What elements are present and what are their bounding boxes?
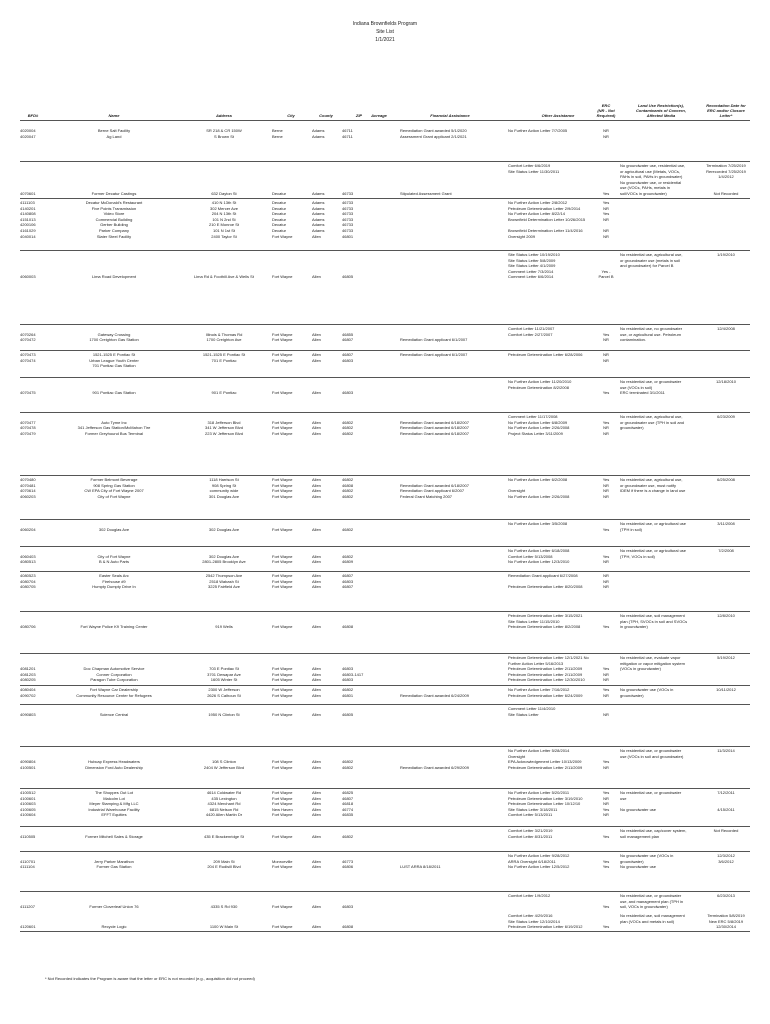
cell-other: Comment Letter 11/17/2008 No Further Action Letter 6/8/2009 No Further Action Letter 2/26/2008 Project Status Letter 3/11/2009 — [508, 414, 570, 436]
cell-address: 901 E Pontiac — [211, 390, 237, 396]
row-rule — [20, 685, 750, 686]
cell-name: 302 Douglas Ave — [98, 526, 130, 532]
cell-county: Allen — [312, 833, 321, 839]
cell-county: Allen Allen — [312, 858, 321, 870]
cell-erc: NR — [603, 711, 609, 717]
cell-bfdn: 4070477 4070478 4070479 — [20, 419, 36, 436]
cell-date: 12/18/2010 — [715, 379, 737, 384]
row-rule — [20, 350, 750, 351]
column-header-name: Name — [108, 113, 120, 118]
cell-city: Fort Wayne Fort Wayne — [272, 352, 293, 363]
cell-name: Hubcap Express Headwaters Dimension Ford Auto Dealership — [85, 759, 143, 770]
cell-financial: LUST ARRA 8/18/2011 — [400, 864, 441, 870]
cell-address: 410 N 13th St 302 Mercer Ave 204 N 13th St 101 N 2nd St 210 E Monroe St 101 N 1st St 2400 Taylor St — [208, 200, 240, 239]
cell-name: Recycle Logic — [101, 924, 127, 930]
cell-zip: 46855 46807 — [342, 331, 354, 343]
cell-other: Comfort Letter 4/29/2016 Site Status Letter 12/10/2014 Petroleum Determination Letter 6/19/2012 — [508, 913, 583, 930]
cell-financial: Remediation Grant awarded 5/1/2020 Assessment Grant applicant 2/1/2021 — [400, 128, 467, 139]
cell-other: Site Status Letter 10/19/2010 Site Status Letter 5/8/2009 Site Status Letter 4/1/2009 Comment Letter 7/3/2014 Comment Letter 6/6/2014 — [508, 252, 560, 280]
document-date: 1/1/2021 — [375, 37, 395, 43]
cell-other: Remediation Grant applicant 6/27/2008 Petroleum Determination Letter 8/20/2008 — [508, 573, 583, 590]
cell-city: Monroeville Fort Wayne — [272, 858, 293, 870]
row-rule — [20, 377, 750, 378]
cell-county: Allen — [312, 526, 321, 532]
row-rule — [20, 826, 750, 827]
cell-erc: Yes NR — [602, 553, 610, 565]
cell-date: 12/3/2012 3/6/2012 — [717, 853, 735, 864]
cell-financial: Stipulated Assessment Grant — [400, 191, 452, 196]
cell-erc: NR NR — [603, 352, 609, 363]
cell-city: Fort Wayne — [272, 924, 293, 930]
row-rule — [20, 198, 750, 199]
cell-address: 4335 S Rd 930 — [210, 904, 238, 910]
cell-city: Fort Wayne Fort Wayne Fort Wayne — [272, 666, 293, 683]
cell-zip: 46733 46733 46733 46733 46733 46733 46801 — [342, 200, 354, 239]
cell-date: 7/12/2011 4/15/2011 — [717, 790, 735, 812]
cell-name: Lima Road Development — [91, 274, 137, 280]
cell-county: Allen Allen Allen — [312, 573, 321, 590]
cell-date: 3/11/2008 — [717, 521, 735, 526]
cell-county: Allen — [312, 711, 321, 717]
cell-city: Fort Wayne — [272, 833, 293, 839]
cell-name: Former Decatur Castings — [91, 191, 137, 196]
cell-erc: Yes NR Yes NR NR NR — [602, 200, 610, 239]
column-header-other: Other Assistance — [541, 113, 575, 118]
row-rule — [20, 571, 750, 572]
cell-bfdn: 4090804 4100501 — [20, 759, 36, 770]
column-header-acreage: Acreage — [371, 113, 387, 118]
cell-other: No Further Action Letter 11/20/2010 Petroleum Determination 8/2/2008 — [508, 379, 572, 390]
cell-bfdn: 4111207 — [20, 904, 35, 910]
cell-land_use: No residential use, agricultural use, or groundwater use (TPH in soil and groundwater) — [620, 414, 685, 431]
cell-land_use: No groundwater use (VOCs in groundwater) No groundwater use — [620, 853, 674, 870]
cell-other: Comfort Letter 3/21/2019 Comfort Letter 8/31/2011 — [508, 828, 553, 839]
cell-name: Former Belmont Beverage 908 Spring Gas Station CW EPA City of Fort Wayne 2007 City of Fort Wayne — [84, 477, 144, 499]
cell-city: Fort Wayne Fort Wayne — [272, 687, 293, 698]
cell-address: 632 Dayton St — [211, 191, 237, 196]
cell-city: Fort Wayne Fort Wayne — [272, 759, 293, 770]
cell-erc: Yes - Parcel B — [598, 268, 614, 280]
cell-address: 1118 Harrison St 908 Spring St community wide 301 Douglas Ave — [208, 477, 240, 499]
cell-date: 6/25/2008 — [717, 477, 735, 482]
cell-county: Adams Adams — [312, 128, 325, 139]
cell-city: Fort Wayne Fort Wayne Fort Wayne Fort Wayne — [272, 477, 293, 499]
column-header-address: Address — [215, 113, 232, 118]
cell-county: Allen — [312, 274, 321, 280]
cell-address: 302 Douglas Ave — [208, 526, 240, 532]
cell-date: Termination 7/25/2019 Rerecorded 7/25/2019 1/4/2012 Not Recorded — [706, 163, 746, 196]
cell-erc: Yes NR — [602, 331, 610, 343]
cell-erc: Yes NR NR — [602, 666, 610, 683]
column-header-land_use: Land Use Restriction(s), Contaminants of Concern, Affected Media — [635, 103, 686, 118]
cell-date: 6/23/2013 — [717, 893, 735, 898]
cell-land_use: No residential use, agricultural use, or groundwater use, must notify IDEM if there is a change in land use — [620, 477, 686, 494]
cell-date: 10/11/2012 — [716, 687, 736, 692]
cell-county: Allen — [312, 924, 321, 930]
cell-name: Science Central — [99, 711, 129, 717]
cell-erc: Yes — [602, 833, 610, 839]
cell-financial: Remediation Grant awarded 6/18/2007 Remediation Grant awarded 6/18/2007 Remediation Grant awarded 6/18/2007 — [400, 419, 469, 436]
cell-county: Allen Allen — [312, 352, 321, 363]
cell-address: 318 Jefferson Blvd 341 W Jefferson Blvd 223 W Jefferson Blvd — [205, 419, 243, 436]
cell-land_use: No residential use, or groundwater use No groundwater use — [620, 790, 682, 812]
cell-other: No Further Action Letter 5/28/2014 Oversight EPA Acknowledgement Letter 10/13/2009 Petroleum Determination Letter 2/11/2009 — [508, 748, 583, 770]
cell-city: Fort Wayne Fort Wayne — [272, 331, 293, 343]
cell-bfdn: 4020004 4020047 — [20, 128, 36, 139]
cell-land_use: No residential use, or groundwater use (VOCs in soil) ERC terminated 3/1/2011 — [620, 379, 682, 396]
cell-city: Decatur Decatur Decatur Decatur Decatur Decatur Fort Wayne — [272, 200, 293, 239]
cell-city: Decatur — [272, 191, 287, 196]
cell-county: Allen Allen — [312, 759, 321, 770]
column-header-bfdn: BFD# — [27, 113, 39, 118]
cell-name: Fort Wayne Police K9 Training Center — [80, 624, 148, 630]
row-rule — [20, 475, 750, 476]
column-header-zip: ZIP — [355, 113, 363, 118]
cell-erc: Yes NR NR Yes NR — [602, 790, 610, 818]
cell-financial: Remediation Grant awarded 6/18/2007 Remediation Grant applicant 6/2007 Federal Grant Matching 2007 — [400, 482, 469, 499]
cell-bfdn: 4070473 4070474 — [20, 352, 36, 363]
cell-zip: 46808 — [342, 624, 354, 630]
cell-city: Fort Wayne — [272, 274, 293, 280]
cell-name: Decatur McDonald's Restaurant Five Points Transmission Video Store Commercial Building Gerber Building Parker Company Slater Steel Facility — [85, 200, 143, 239]
cell-date: 7/2/2008 — [718, 548, 734, 553]
cell-zip: 46807 46803 — [342, 352, 354, 363]
cell-zip: 46803 46803-1417 46803 — [342, 666, 364, 683]
cell-address: Illinois & Thomas Rd 1700 Creighton Ave — [205, 331, 243, 343]
cell-bfdn: 4110701 4111104 — [20, 858, 36, 870]
cell-county: Allen Allen — [312, 331, 321, 343]
cell-bfdn: 4111103 4140201 4140808 4151013 4200106 4161029 4040014 — [20, 200, 36, 239]
cell-city: Fort Wayne — [272, 390, 293, 396]
row-rule — [20, 250, 750, 251]
cell-city: Fort Wayne — [272, 904, 293, 910]
row-rule — [20, 746, 750, 747]
cell-zip: 46807 46803 46807 — [342, 573, 354, 590]
cell-zip: 46802 — [342, 833, 354, 839]
row-rule — [20, 891, 750, 892]
cell-name: Berne Salt Facility Ag Land — [97, 128, 131, 139]
cell-financial: Remediation Grant applicant 6/1/2007 — [400, 337, 468, 343]
cell-zip: 46802 46808 46802 46802 — [342, 477, 354, 499]
cell-city: Fort Wayne Fort Wayne Fort Wayne New Haven Fort Wayne — [272, 790, 293, 818]
row-rule — [20, 931, 750, 932]
cell-county: Allen — [312, 390, 321, 396]
cell-date: Termination 5/8/2019 New ERC 5/8/2019 12/30/2014 — [707, 913, 745, 930]
cell-bfdn: 4070475 — [20, 390, 36, 396]
cell-other: No Further Action Letter 5/20/2011 Petroleum Determination Letter 3/19/2010 Petroleum Determination Letter 10/12/10 Site Status Letter 3/18/2011 Comfort Letter 5/13/2011 — [508, 790, 583, 818]
cell-bfdn: 4081201 4081203 4080205 — [20, 666, 36, 683]
cell-bfdn: 4060204 — [20, 526, 36, 532]
cell-zip: 46733 — [342, 191, 354, 196]
cell-name: Former Mitchell Sales & Storage — [85, 833, 143, 839]
cell-zip: 46805 — [342, 274, 354, 280]
cell-erc: Yes NR NR NR — [602, 477, 610, 499]
cell-county: Allen Allen — [312, 553, 321, 565]
cell-county: Allen — [312, 904, 321, 910]
cell-county: Allen — [312, 624, 321, 630]
cell-other: Comfort Letter 11/21/2007 Comfort Letter 2/27/2007 — [508, 326, 555, 337]
cell-city: Fort Wayne — [272, 526, 293, 532]
cell-financial: Remediation Grant applicant 6/1/2007 — [400, 352, 468, 357]
cell-address: 1950 N Clinton St — [208, 711, 240, 717]
cell-other: Petroleum Determination Letter 6/28/2006 — [508, 352, 583, 357]
cell-other: Comment Letter 11/4/2010 Site Status Letter — [508, 706, 556, 717]
cell-date: Not Recorded — [713, 828, 739, 833]
cell-county: Allen Allen Allen — [312, 666, 321, 683]
document-subtitle: Site List — [376, 29, 394, 35]
cell-erc: Yes — [602, 904, 610, 910]
row-rule — [20, 161, 750, 162]
cell-other: No Further Action Letter 6/18/2008 Comfort Letter 5/13/2008 No Further Action Letter 12/3/2010 — [508, 548, 570, 565]
cell-date: 5/19/2012 — [717, 655, 735, 660]
cell-city: Berne Berne — [272, 128, 283, 139]
cell-name: City of Fort Wayne B & N Auto Parts — [97, 553, 131, 565]
cell-land_use: No residential use, soil management plan (TPH, SVOCs in soil and SVOCs in groundwater) — [620, 613, 688, 630]
cell-bfdn: 4080706 — [20, 624, 36, 630]
column-header-date: Recordation Date for ERC and/or Closure Letter* — [706, 103, 746, 118]
cell-zip: 46802 46801 — [342, 687, 354, 698]
document-title: Indiana Brownfields Program — [352, 21, 418, 27]
cell-address: 919 Wells — [215, 624, 233, 630]
row-rule — [20, 546, 750, 547]
cell-erc: Yes — [602, 924, 610, 930]
cell-bfdn: 4070264 4070472 — [20, 331, 36, 343]
cell-land_use: No groundwater use (VOCs in groundwater) — [620, 687, 674, 698]
cell-date: 1/19/2010 — [717, 252, 735, 257]
cell-other: No Further Action Letter 3/5/2008 — [508, 521, 568, 526]
cell-city: Fort Wayne Fort Wayne — [272, 553, 293, 565]
cell-address: 2542 Thompson Ave 2518 Wabash St 3225 Fairfield Ave — [205, 573, 243, 590]
cell-financial: Remediation Grant awarded 6/29/2009 — [400, 764, 469, 770]
cell-land_use: No residential use, no groundwater use, or agricultural use. Petroleum contamination. — [620, 326, 683, 343]
row-rule — [20, 653, 750, 654]
cell-other: Comfort Letter 1/9/2012 — [508, 893, 551, 898]
cell-city: Fort Wayne Fort Wayne Fort Wayne — [272, 573, 293, 590]
cell-bfdn: 4080404 4090702 — [20, 687, 36, 698]
cell-erc: Yes Yes — [602, 858, 610, 870]
cell-zip: 46711 46711 — [342, 128, 353, 139]
row-rule — [20, 851, 750, 852]
cell-name: Jerry Parker Marathon Former Gas Station — [94, 858, 134, 870]
column-header-county: County — [319, 113, 333, 118]
cell-land_use: No residential use, or groundwater use, and management plan (TPH in soil, VOCs in groundwater) — [620, 893, 684, 910]
cell-address: 2300 W Jefferson 2626 S Calhoun St — [207, 687, 241, 698]
cell-bfdn: 4110505 — [20, 833, 36, 839]
column-header-city: City — [287, 113, 295, 118]
cell-address: 703 E Pontiac St 3701 Dewapar Ave 1605 Winter St — [207, 666, 241, 683]
header-rule — [20, 120, 750, 121]
cell-land_use: No residential use, evaluate vapor mitigation or vapor mitigation system (VOCs in groundwater) — [620, 655, 685, 672]
cell-zip: 46802 46802 46802 — [342, 419, 354, 436]
column-header-financial: Financial Assistance — [430, 113, 470, 118]
cell-name: Gateway Crossing 1700 Creighton Gas Station — [89, 331, 139, 343]
row-rule — [20, 704, 750, 705]
cell-zip: 46803 — [342, 904, 354, 910]
cell-other: No Further Action Letter 2/8/2012 Petroleum Determination Letter 2/9/2014 No Further Action Letter 8/22/14 Brownfield Determination Letter 10/26/2015 Brownfield Determination Letter 11/4/2016 Oversight 2009 — [508, 200, 586, 239]
cell-land_use: No residential use, or groundwater use (VOCs in soil and groundwater) — [620, 748, 684, 759]
cell-land_use: No residential use, soil management plan (VOCs and metals in soil) — [620, 913, 685, 924]
cell-zip: 46808 — [342, 924, 354, 930]
cell-other: No Further Action Letter 7/16/2012 Petroleum Determination Letter 6/24/2009 — [508, 687, 583, 698]
cell-date: 6/23/2009 — [717, 414, 735, 419]
cell-land_use: No groundwater use, residential use, or agricultural use (Metals, VOCs, PAHs in soil, PAHs in groundwater) No groundwater use, or residential use (VOCs, PAHs, metals in soil/VOCs in groundwater) — [620, 163, 686, 196]
cell-county: Allen Allen Allen Allen Allen — [312, 790, 321, 818]
cell-bfdn: 4070480 4070481 4070614 4060203 — [20, 477, 36, 499]
cell-county: Allen Allen Allen — [312, 419, 321, 436]
cell-address: 1521-1525 E Pontiac St 701 E Pontiac — [202, 352, 246, 363]
cell-erc: Yes NR — [602, 759, 610, 770]
cell-erc: Yes — [602, 624, 610, 630]
row-rule — [20, 611, 750, 612]
cell-erc: NR NR NR — [603, 573, 609, 590]
cell-other: No Further Action Letter 6/2/2008 Oversight No Further Action Letter 2/26/2008 — [508, 477, 570, 499]
cell-county: Allen Allen Allen Allen — [312, 477, 321, 499]
cell-address: 108 S Clinton 2404 W Jefferson Blvd — [203, 759, 245, 770]
cell-county: Adams Adams Adams Adams Adams Adams Allen — [312, 200, 325, 239]
cell-name: Former Cloverleaf Union 76 — [89, 904, 139, 910]
cell-bfdn: 4080523 4080704 4080705 — [20, 573, 36, 590]
cell-erc: Yes — [602, 390, 610, 396]
cell-address: 1100 W Main St — [209, 924, 239, 930]
cell-address: 209 Main St 204 E Rudisill Blvd — [207, 858, 241, 870]
cell-erc: NR NR — [603, 128, 609, 139]
cell-land_use: No residential use, or agricultural use (TPH in soil) — [620, 521, 687, 532]
cell-bfdn: 4070601 — [20, 191, 36, 196]
cell-address: 302 Douglas Ave 2801-2805 Brooklyn Ave — [202, 553, 246, 565]
cell-bfdn: 4120601 — [20, 924, 36, 930]
cell-date: 11/3/2014 — [717, 748, 735, 753]
cell-name: Fort Wayne Car Dealership Community Resource Center for Refugees — [76, 687, 152, 698]
cell-other: Petroleum Determination Letter 3/15/2021 Site Status Letter 11/15/2010 Petroleum Determination Letter 8/2/2008 — [508, 613, 583, 630]
cell-zip: 46802 — [342, 526, 354, 532]
cell-bfdn: 4090803 — [20, 711, 36, 717]
cell-zip: 46805 — [342, 711, 354, 717]
cell-name: Easter Seals Arc Firehouse #9 Humpty Dumpty Drive In — [92, 573, 136, 590]
footnote: * Not Recorded indicates the Program is aware that the letter or ERC is not recorded (e.g., acquisition did not proceed) — [45, 976, 255, 981]
cell-erc: Yes — [602, 191, 610, 196]
cell-address: 4614 Coldwater Rd 435 Lexington 4324 Merchant Rd 6815 Nelson Rd 4420 Allen Martin Dr — [205, 790, 243, 818]
row-rule — [20, 412, 750, 413]
cell-name: 1521-1525 E Pontiac St Urban League Youth Center 701 Pontiac Gas Station — [89, 352, 139, 369]
site-list-table — [20, 88, 750, 993]
cell-name: 901 Pontiac Gas Station — [92, 390, 136, 396]
cell-county: Allen Allen — [312, 687, 321, 698]
cell-city: Fort Wayne Fort Wayne Fort Wayne — [272, 419, 293, 436]
cell-name: Doc Chapman Automotive Service Conner Corporation Paragon Tube Corporation — [83, 666, 145, 683]
cell-city: Fort Wayne — [272, 711, 293, 717]
cell-other: Comfort Letter 6/6/2019 Site Status Letter 11/30/2011 — [508, 163, 560, 174]
cell-zip: 46773 46806 — [342, 858, 354, 870]
cell-address: 435 E Brackenridge St — [203, 833, 245, 839]
cell-name: The Shoppes Out Lot Malcolm Lot Meyer Stamping & Mfg LLC Industrial Warehouse Facility EFFT Equities — [88, 790, 140, 818]
row-rule — [20, 324, 750, 325]
cell-bfdn: 4100512 4100601 4100603 4100605 4100604 — [20, 790, 36, 818]
cell-date: 12/8/2010 — [717, 613, 735, 618]
cell-erc: Yes NR NR — [602, 419, 610, 436]
cell-erc: Yes NR — [602, 687, 610, 698]
row-rule — [20, 519, 750, 520]
cell-date: 12/4/2008 — [717, 326, 735, 331]
cell-bfdn: 4060003 — [20, 274, 36, 280]
cell-zip: 46802 46809 — [342, 553, 354, 565]
cell-land_use: No residential use, agricultural use, or groundwater use (metals in soil and groundwater) for Parcel B — [620, 252, 683, 269]
cell-other: Petroleum Determination Letter 12/1/2021 No Further Action Letter 5/16/2013 Petroleum Determination Letter 2/11/2009 Petroleum Determination Letter 2/11/2009 Petroleum Determination Letter 12/30/2010 — [508, 655, 589, 683]
cell-other: No Further Action Letter 7/7/2005 — [508, 128, 568, 133]
cell-zip: 46825 46807 46818 46774 46835 — [342, 790, 354, 818]
cell-county: Adams — [312, 191, 325, 196]
cell-land_use: No residential use, or agricultural use (TPH, VOCs in soil) — [620, 548, 687, 559]
cell-zip: 46802 46802 — [342, 759, 354, 770]
column-header-erc: ERC (NR - Not Required) — [596, 103, 616, 118]
cell-zip: 46803 — [342, 390, 354, 396]
cell-land_use: No residential use, cap/cover system, soil management plan — [620, 828, 687, 839]
cell-city: Fort Wayne — [272, 624, 293, 630]
cell-financial: Remediation Grant awarded 6/24/2009 — [400, 692, 469, 698]
cell-address: Lima Rd & Foothill Ave & Wells St — [194, 274, 254, 280]
row-rule — [20, 788, 750, 789]
cell-address: SR 218 & CR 150W S Brown St — [206, 128, 242, 139]
cell-name: Auto Tyme Inc 341 Jefferson Gas Station/McMahon Tire Former Greyhound Bus Terminal — [77, 419, 151, 436]
cell-erc: Yes — [602, 526, 610, 532]
cell-other: No Further Action Letter 9/28/2012 ARRA Oversight 6/18/2011 No Further Action Letter 12/5/2012 — [508, 853, 570, 870]
cell-bfdn: 4060403 4080513 — [20, 553, 36, 565]
